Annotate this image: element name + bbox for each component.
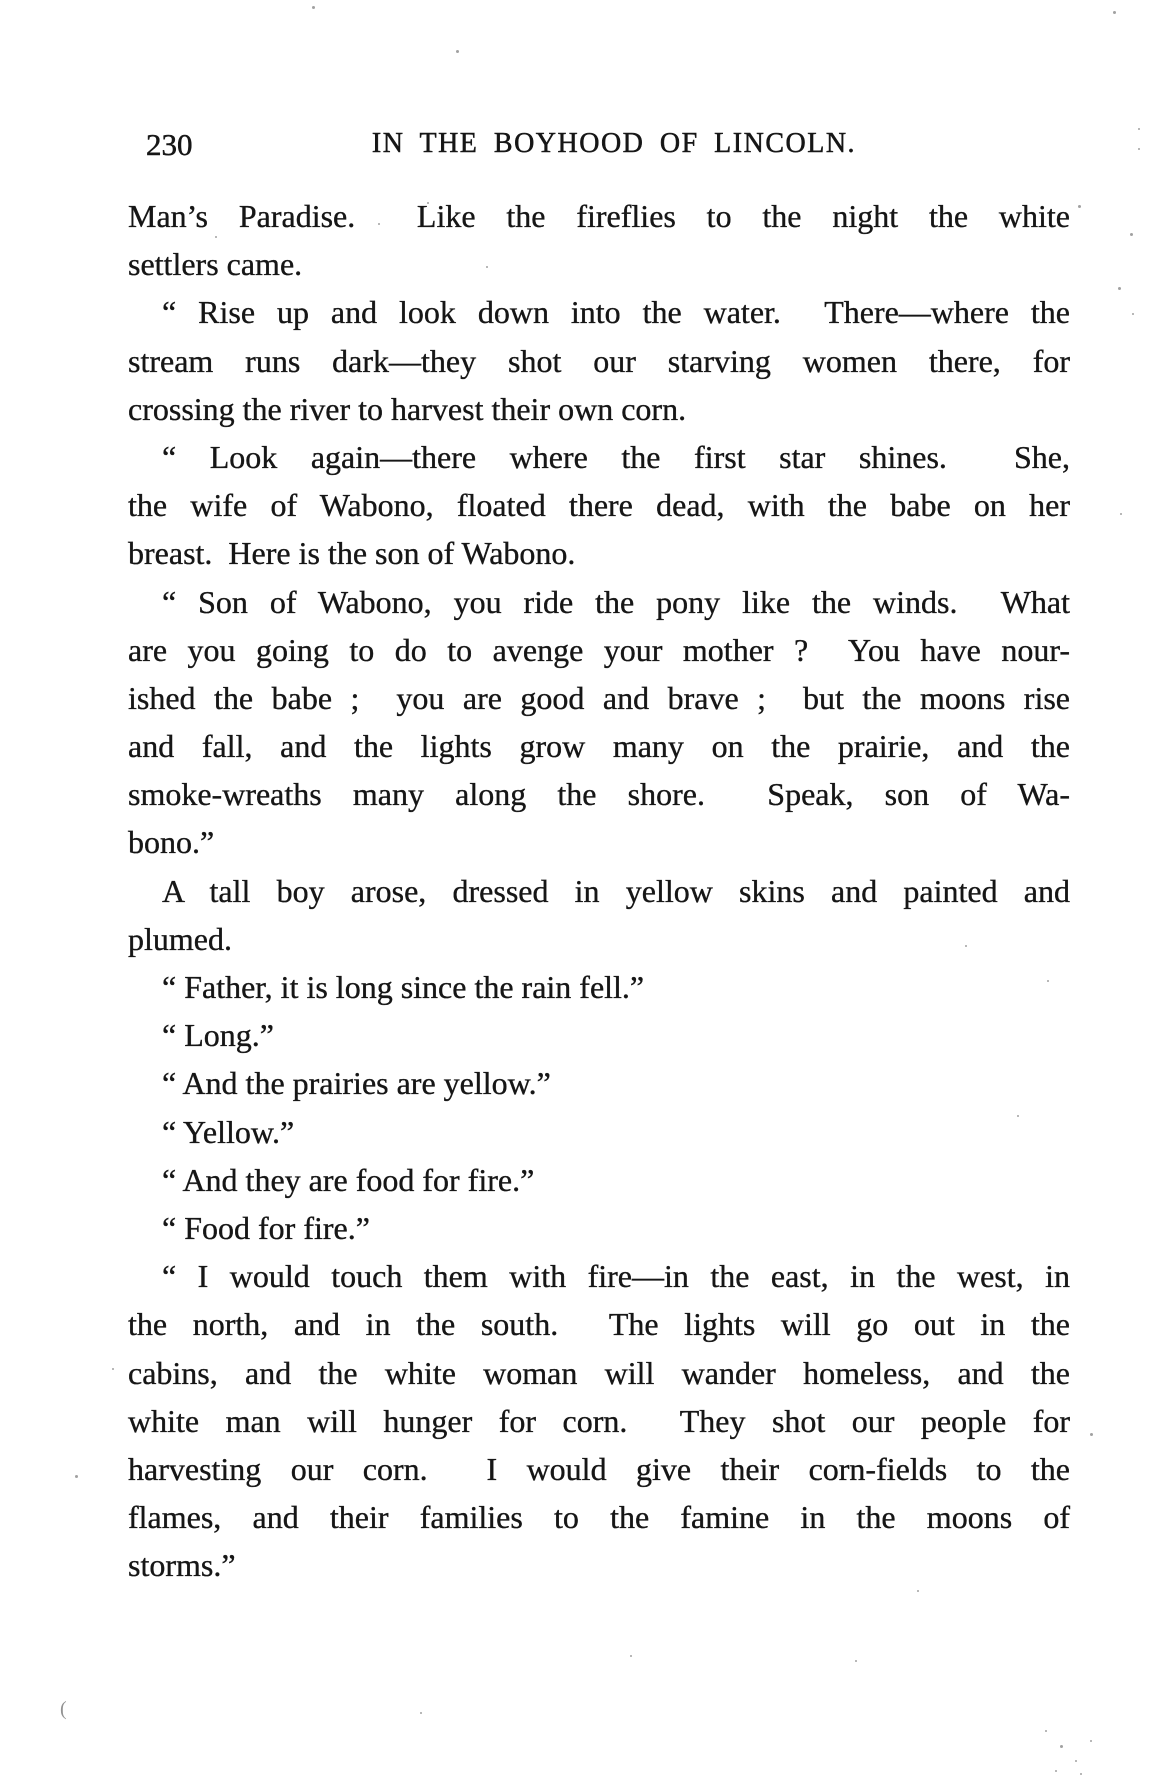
text-line: flames, and their families to the famine in the moons of: [128, 1499, 1070, 1536]
scan-speck: [1130, 233, 1133, 236]
scan-speck: [372, 1515, 374, 1517]
text-line: “ Look again—there where the first star shines. She,: [162, 438, 1070, 475]
scan-speck: [1080, 1773, 1082, 1775]
text-line: A tall boy arose, dressed in yellow skins and painted and: [162, 872, 1070, 909]
scan-speck: [1118, 287, 1121, 290]
scan-speck: [1138, 148, 1140, 150]
scan-speck: [1113, 11, 1116, 14]
text-line: cabins, and the white woman will wander homeless, and the: [128, 1354, 1070, 1391]
scan-stray-mark: (: [60, 1698, 67, 1720]
text-line: smoke-wreaths many along the shore. Speak, son of Wa-: [128, 776, 1070, 813]
scan-speck: [1045, 1730, 1047, 1732]
text-line: the wife of Wabono, floated there dead, with the babe on her: [128, 487, 1070, 524]
scan-speck: [75, 1475, 78, 1478]
scan-speck: [1017, 1115, 1019, 1117]
text-line: “ And the prairies are yellow.”: [162, 1065, 551, 1102]
text-line: “ Rise up and look down into the water. There—where the: [162, 294, 1070, 331]
text-line: harvesting our corn. I would give their corn-fields to the: [128, 1450, 1070, 1487]
scan-speck: [1075, 1760, 1077, 1762]
text-line: storms.”: [128, 1547, 236, 1584]
scan-speck: [1047, 980, 1049, 982]
scan-speck: [420, 1712, 422, 1714]
scan-speck: [486, 266, 488, 268]
scan-speck: [498, 315, 500, 317]
scan-speck: [1060, 1745, 1063, 1748]
page-number: 230: [146, 127, 193, 162]
text-line: “ Son of Wabono, you ride the pony like the winds. What: [162, 583, 1070, 620]
text-line: white man will hunger for corn. They shot our people for: [128, 1402, 1070, 1439]
text-line: “ Father, it is long since the rain fell.”: [162, 969, 645, 1005]
scan-speck: [1090, 1433, 1093, 1436]
text-line: plumed.: [128, 920, 232, 957]
scan-speck: [855, 1660, 857, 1662]
text-line: “ And they are food for fire.”: [162, 1161, 535, 1198]
text-line: settlers came.: [128, 246, 303, 283]
scan-speck: [1055, 1770, 1057, 1772]
text-line: the north, and in the south. The lights will go out in the: [128, 1306, 1070, 1343]
text-line: breast. Here is the son of Wabono.: [128, 535, 576, 572]
body-text-block: [128, 192, 1070, 1589]
scan-speck: [112, 1368, 114, 1370]
scan-speck: [630, 1655, 632, 1657]
text-line: stream runs dark—they shot our starving women there, for: [128, 342, 1070, 379]
text-line: “ Food for fire.”: [162, 1209, 370, 1246]
scan-speck: [215, 236, 217, 238]
scan-speck: [1078, 205, 1081, 208]
scan-speck: [965, 945, 967, 947]
scan-speck: [427, 202, 429, 204]
text-line: and fall, and the lights grow many on the prairie, and the: [128, 728, 1070, 765]
scan-speck: [312, 6, 315, 9]
text-line: crossing the river to harvest their own corn.: [128, 390, 687, 427]
scan-speck: [917, 1590, 919, 1592]
scan-speck: [1138, 128, 1140, 130]
text-line: Man’s Paradise. Like the fireflies to the night the white: [128, 198, 1070, 234]
scan-speck: [1090, 1740, 1092, 1742]
scan-speck: [456, 50, 459, 53]
scan-speck: [1120, 513, 1122, 515]
text-line: “ Long.”: [162, 1017, 274, 1054]
text-line: bono.”: [128, 824, 215, 861]
text-line: “ Yellow.”: [162, 1113, 295, 1150]
scan-speck: [378, 223, 380, 225]
scan-speck: [1132, 313, 1134, 315]
running-header-title: IN THE BOYHOOD OF LINCOLN.: [371, 128, 857, 159]
text-line: are you going to do to avenge your mother ? You have nour-: [128, 631, 1070, 668]
text-line: “ I would touch them with fire—in the east, in the west, in: [162, 1258, 1070, 1295]
text-line: ished the babe ; you are good and brave ; but the moons rise: [128, 679, 1070, 716]
